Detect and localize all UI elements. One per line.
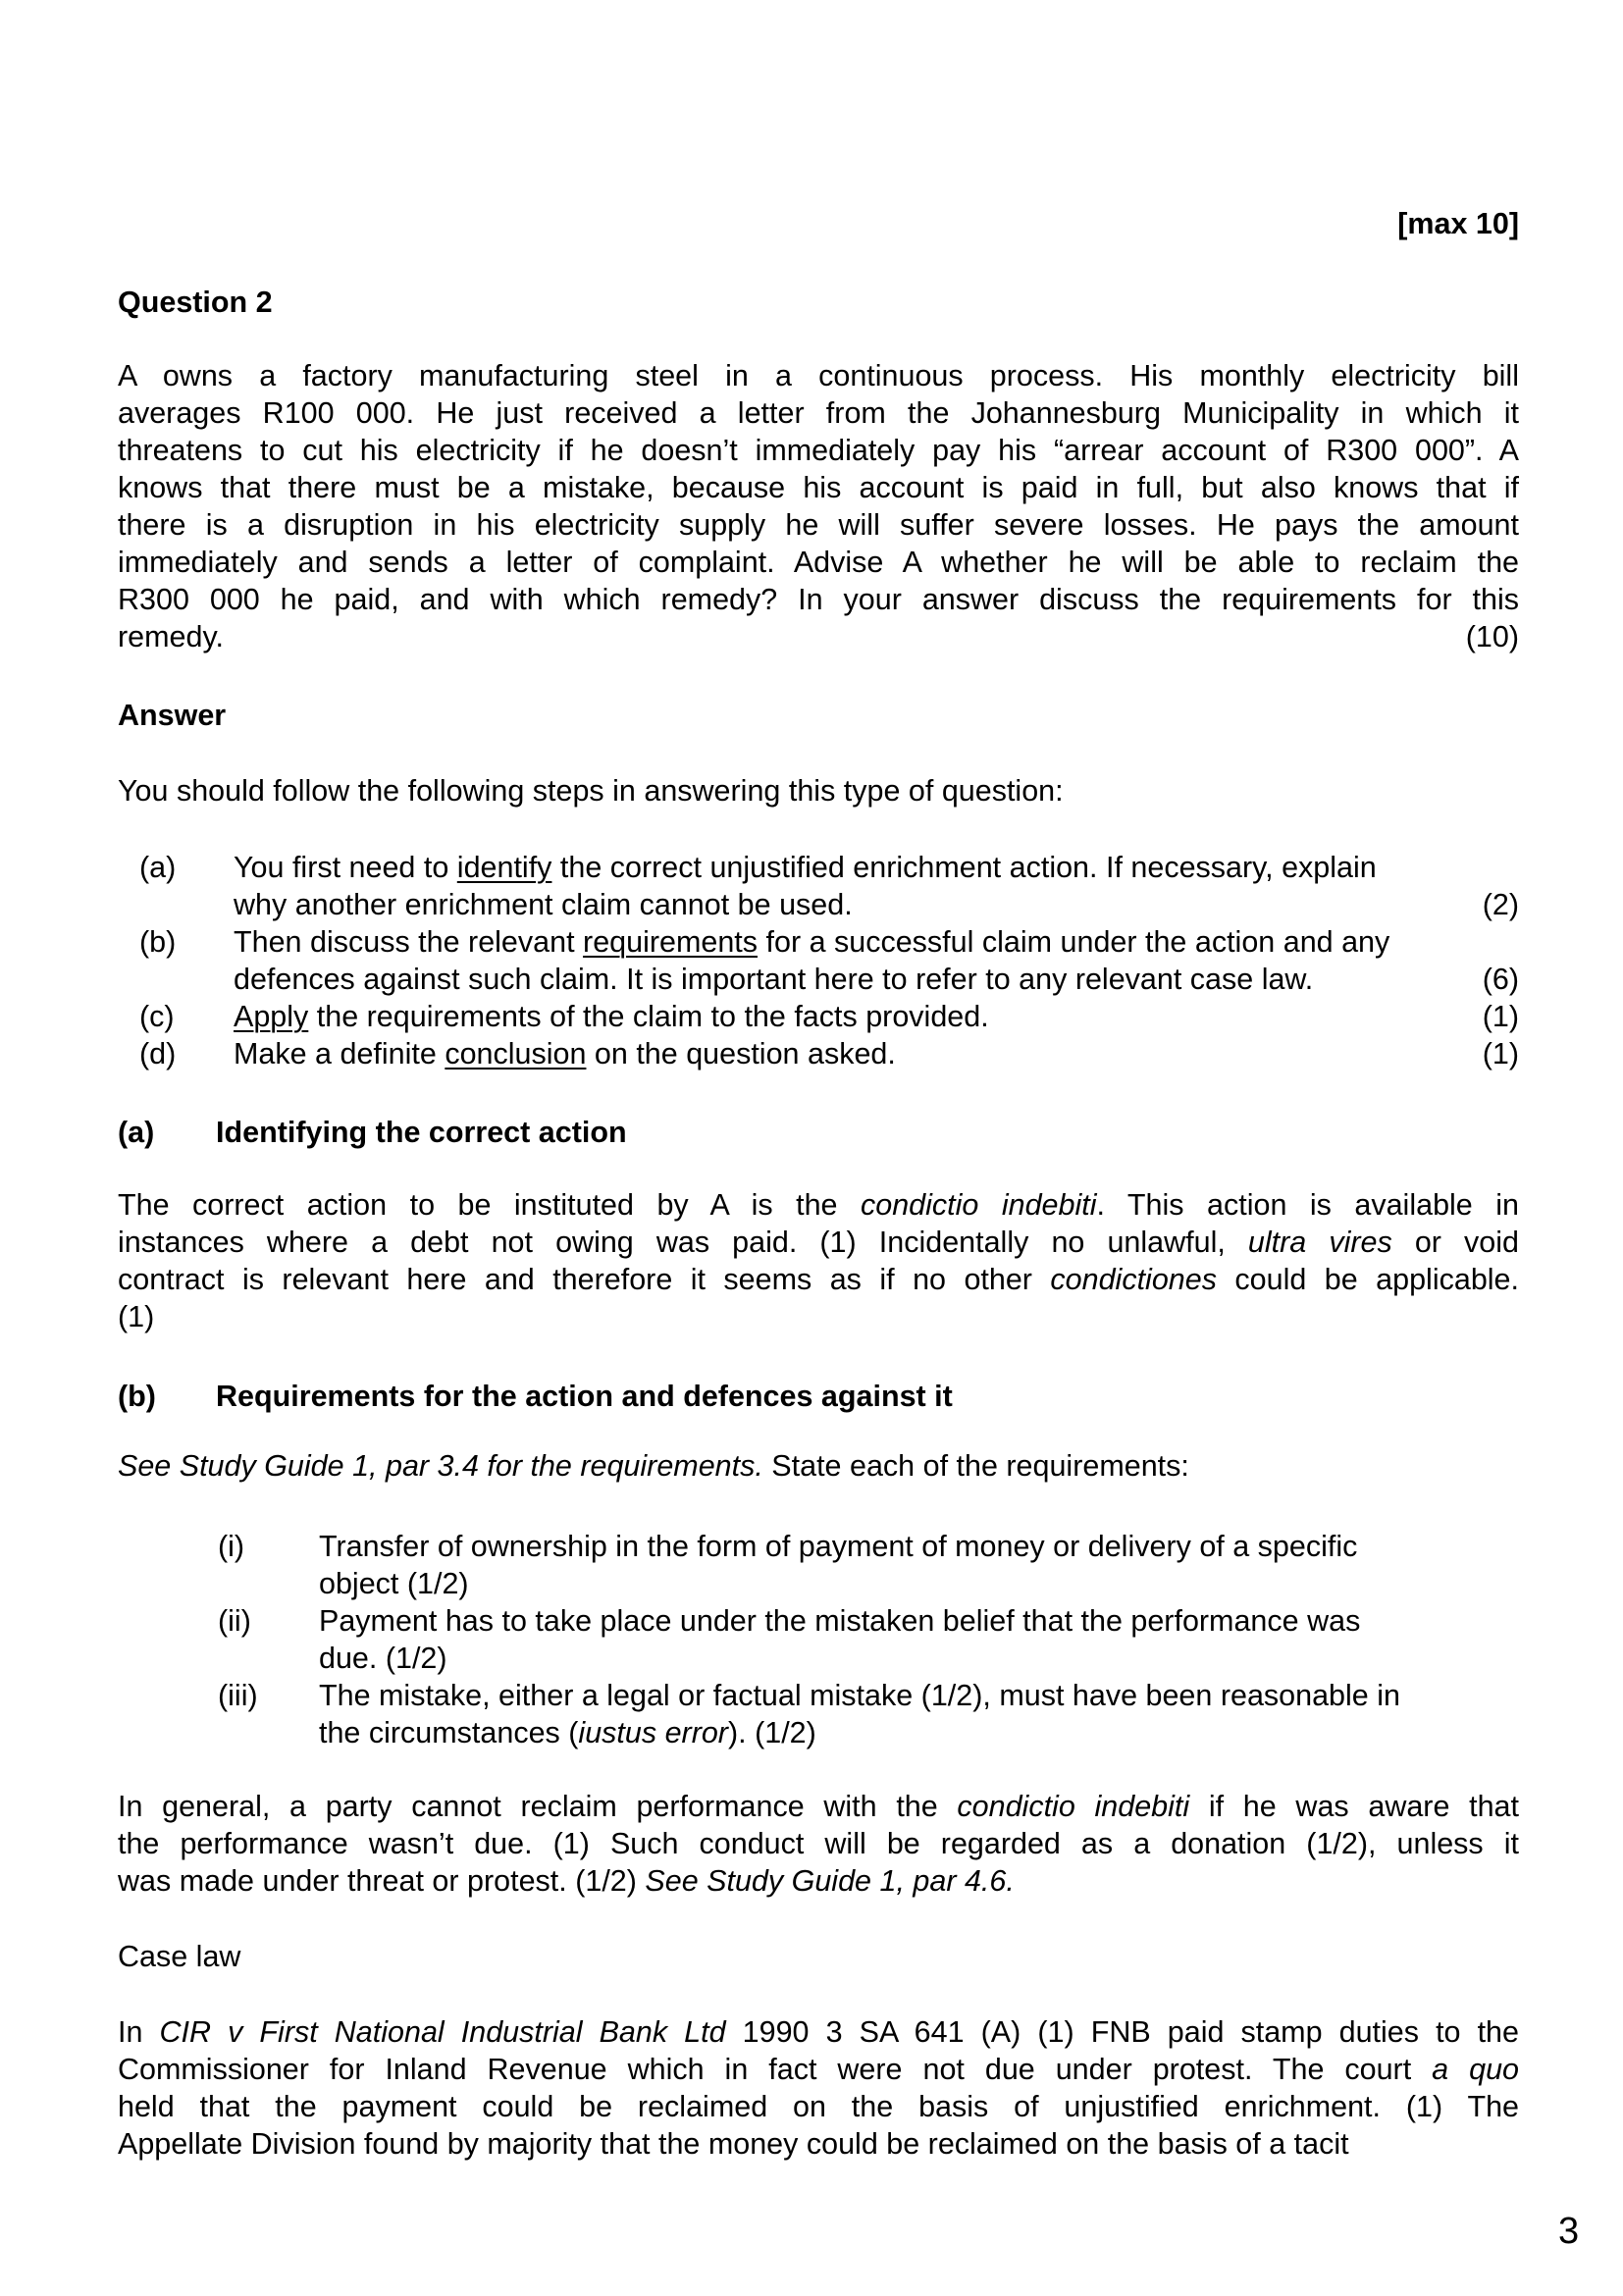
step-text-line2: why another enrichment claim cannot be used. [234, 888, 853, 921]
step-marks: (2) [1482, 888, 1519, 921]
text: In [118, 2015, 160, 2049]
section-a-label: (a) [118, 1116, 155, 1149]
question-line: R300 000 he paid, and with which remedy? In your answer discuss the requirements for this [118, 583, 1519, 616]
step-keyword: conclusion [445, 1037, 587, 1070]
case-name: CIR v First National Industrial Bank Ltd [159, 2015, 726, 2049]
question-marks: (10) [1465, 620, 1519, 653]
question-line: averages R100 000. He just received a letter from the Johannesburg Municipality in which it [118, 396, 1519, 430]
text: instances where a debt not owing was paid. (1) Incidentally no unlawful, [118, 1226, 1248, 1259]
step-text [234, 1035, 896, 1072]
question-line: immediately and sends a letter of complaint. Advise A whether he will be able to reclaim the [118, 546, 1519, 579]
text: the circumstances ( [319, 1716, 579, 1749]
req-text: due. (1/2) [319, 1642, 447, 1675]
latin-term: iustus error [578, 1716, 728, 1749]
step-text-post: on the question asked. [586, 1037, 896, 1070]
step-keyword: Apply [234, 1000, 309, 1033]
section-b-label: (b) [118, 1380, 156, 1413]
answer-intro: You should follow the following steps in answering this type of question: [118, 774, 1064, 808]
paragraph-line: (1) [118, 1300, 155, 1333]
section-b-title: Requirements for the action and defences against it [216, 1380, 953, 1413]
max-marks-label: [max 10] [1397, 207, 1519, 240]
text: The correct action to be instituted by A is the [118, 1188, 861, 1222]
case-law-title: Case law [118, 1940, 241, 1973]
step-keyword: identify [456, 851, 552, 884]
text: . This action is available in [1096, 1188, 1519, 1222]
step-label: (c) [139, 1000, 175, 1033]
paragraph-line [118, 1261, 1519, 1298]
step-keyword: requirements [583, 925, 759, 959]
text: could be applicable. [1216, 1263, 1519, 1296]
latin-term: a quo [1432, 2053, 1519, 2086]
paragraph-line [118, 2013, 1519, 2051]
step-marks: (1) [1482, 1000, 1519, 1033]
paragraph-line [118, 1186, 1519, 1224]
guide-ref-text: State each of the requirements: [762, 1449, 1189, 1483]
guide-ref-italic: See Study Guide 1, par 3.4 for the requirements. [118, 1449, 763, 1483]
step-text [234, 998, 989, 1035]
guide-ref-italic: See Study Guide 1, par 4.6. [645, 1864, 1015, 1898]
text: or void [1391, 1226, 1519, 1259]
step-label: (b) [139, 925, 177, 959]
req-text: object (1/2) [319, 1567, 469, 1600]
question-line: A owns a factory manufacturing steel in a continuous process. His monthly electricity bill [118, 359, 1519, 392]
question-line: threatens to cut his electricity if he doesn’t immediately pay his “arrear account of R300 000”. A [118, 434, 1519, 467]
text: In general, a party cannot reclaim performance with the [118, 1790, 958, 1823]
paragraph-line: Appellate Division found by majority that the money could be reclaimed on the basis of a tacit [118, 2127, 1349, 2161]
question-line: remedy. [118, 620, 224, 653]
req-text [319, 1714, 816, 1751]
text: if he was aware that [1189, 1790, 1519, 1823]
answer-title: Answer [118, 699, 227, 732]
step-text-pre: Then discuss the relevant [234, 925, 584, 959]
step-marks: (1) [1482, 1037, 1519, 1070]
req-text: Transfer of ownership in the form of payment of money or delivery of a specific [319, 1530, 1358, 1563]
text: Commissioner for Inland Revenue which in fact were not due under protest. The court [118, 2053, 1433, 2086]
step-label: (a) [139, 851, 177, 884]
paragraph-line [118, 1788, 1519, 1825]
step-text [234, 923, 1389, 961]
req-text: Payment has to take place under the mistaken belief that the performance was [319, 1604, 1361, 1638]
text: ). (1/2) [727, 1716, 816, 1749]
step-text [234, 849, 1519, 886]
step-text-pre: You first need to [234, 851, 457, 884]
req-label: (iii) [218, 1679, 258, 1712]
page-number: 3 [1558, 2211, 1580, 2252]
step-marks: (6) [1482, 963, 1519, 996]
question-line: knows that there must be a mistake, because his account is paid in full, but also knows that if [118, 471, 1519, 504]
paragraph-line [118, 1224, 1519, 1261]
step-text-post: for a successful claim under the action and any [758, 925, 1390, 959]
section-a-title: Identifying the correct action [216, 1116, 627, 1149]
req-label: (ii) [218, 1604, 251, 1638]
req-label: (i) [218, 1530, 245, 1563]
step-text-post: the correct unjustified enrichment action. If necessary, explain [551, 851, 1377, 884]
latin-term: ultra vires [1247, 1226, 1392, 1259]
guide-reference [118, 1447, 1519, 1485]
text: contract is relevant here and therefore it seems as if no other [118, 1263, 1051, 1296]
paragraph-line: the performance wasn’t due. (1) Such conduct will be regarded as a donation (1/2), unless it [118, 1827, 1519, 1860]
latin-term: condictio indebiti [861, 1188, 1097, 1222]
step-text-line2: defences against such claim. It is important here to refer to any relevant case law. [234, 963, 1314, 996]
latin-term: condictiones [1050, 1263, 1217, 1296]
paragraph-line [118, 1862, 1519, 1900]
text: 1990 3 SA 641 (A) (1) FNB paid stamp duties to the [725, 2015, 1519, 2049]
step-text-pre: Make a definite [234, 1037, 445, 1070]
question-title: Question 2 [118, 286, 273, 319]
req-text: The mistake, either a legal or factual mistake (1/2), must have been reasonable in [319, 1679, 1400, 1712]
question-line: there is a disruption in his electricity supply he will suffer severe losses. He pays the amount [118, 508, 1519, 542]
paragraph-line: held that the payment could be reclaimed on the basis of unjustified enrichment. (1) The [118, 2090, 1519, 2123]
latin-term: condictio indebiti [957, 1790, 1190, 1823]
text: was made under threat or protest. (1/2) [118, 1864, 646, 1898]
step-label: (d) [139, 1037, 177, 1070]
step-text-post: the requirements of the claim to the facts provided. [308, 1000, 989, 1033]
paragraph-line [118, 2051, 1519, 2088]
